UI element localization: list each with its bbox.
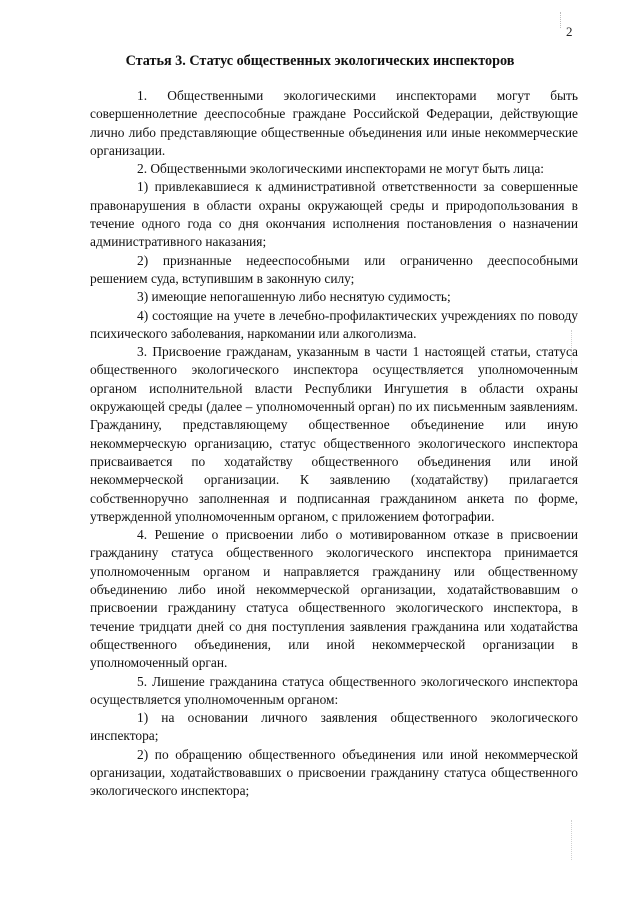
paragraph-2-item-4: 4) состоящие на учете в лечебно-профилактических учреждениях по поводу психического заболевания, наркомании или алкоголизма. <box>90 307 578 341</box>
paragraph-4: 4. Решение о присвоении либо о мотивированном отказе в присвоении гражданину статуса общественного экологического инспектора принимается уполномоченным органом и направляется гражданину или общественному объединению либо иной некоммерческой организации, ходатайствовавшим о присвоении гражданину статуса общественного экологического инспектора, в течение тридцати дней со дня поступления заявления гражданина или ходатайства общественного объединения, или иной некоммерческой организации в уполномоченный орган. <box>90 527 578 671</box>
paragraph-3: 3. Присвоение гражданам, указанным в части 1 настоящей статьи, статуса общественного экологического инспектора осуществляется уполномоченным органом исполнительной власти Республики Ингушетия в области охраны окружающей среды (далее – уполномоченный орган) по их письменным заявлениям. Гражданину, представляющему общественное объединение или иную некоммерческую организацию, статус общественного экологического инспектора присваивается по ходатайству общественного объединения или иной некоммерческой организации. К заявлению (ходатайству) прилагается собственноручно заполненная и подписанная гражданином анкета по форме, утвержденной уполномоченным органом, с приложением фотографии. <box>90 344 578 524</box>
paragraph-2-item-3: 3) имеющие непогашенную либо неснятую судимость; <box>137 289 451 305</box>
article-body <box>90 87 578 801</box>
paragraph-5: 5. Лишение гражданина статуса общественного экологического инспектора осуществляется уполномоченным органом: <box>90 673 578 707</box>
paragraph-5-item-2: 2) по обращению общественного объединения или иной некоммерческой организации, ходатайствовавших о присвоении гражданину статуса общественного экологического инспектора; <box>90 746 578 799</box>
paragraph-2: 2. Общественными экологическими инспекторами не могут быть лица: <box>137 161 545 177</box>
paragraph-2-item-1: 1) привлекавшиеся к административной ответственности за совершенные правонарушения в области охраны окружающей среды и природопользования в течение одного года со дня окончания исполнения постановления о назначении административного наказания; <box>90 179 578 250</box>
scan-edge-mark <box>571 820 573 860</box>
paragraph-5-item-1: 1) на основании личного заявления общественного экологического инспектора; <box>90 710 578 744</box>
page-number: 2 <box>566 24 573 39</box>
page-number-mark <box>560 12 562 28</box>
paragraph-2-item-2: 2) признанные недееспособными или ограниченно дееспособными решением суда, вступившим в законную силу; <box>90 252 578 286</box>
paragraph-1: 1. Общественными экологическими инспекторами могут быть совершеннолетние дееспособные граждане Российской Федерации, действующие лично либо представляющие общественные объединения или иные некоммерческие организации. <box>90 88 578 158</box>
article-title: Статья 3. Статус общественных экологических инспекторов <box>125 53 515 69</box>
